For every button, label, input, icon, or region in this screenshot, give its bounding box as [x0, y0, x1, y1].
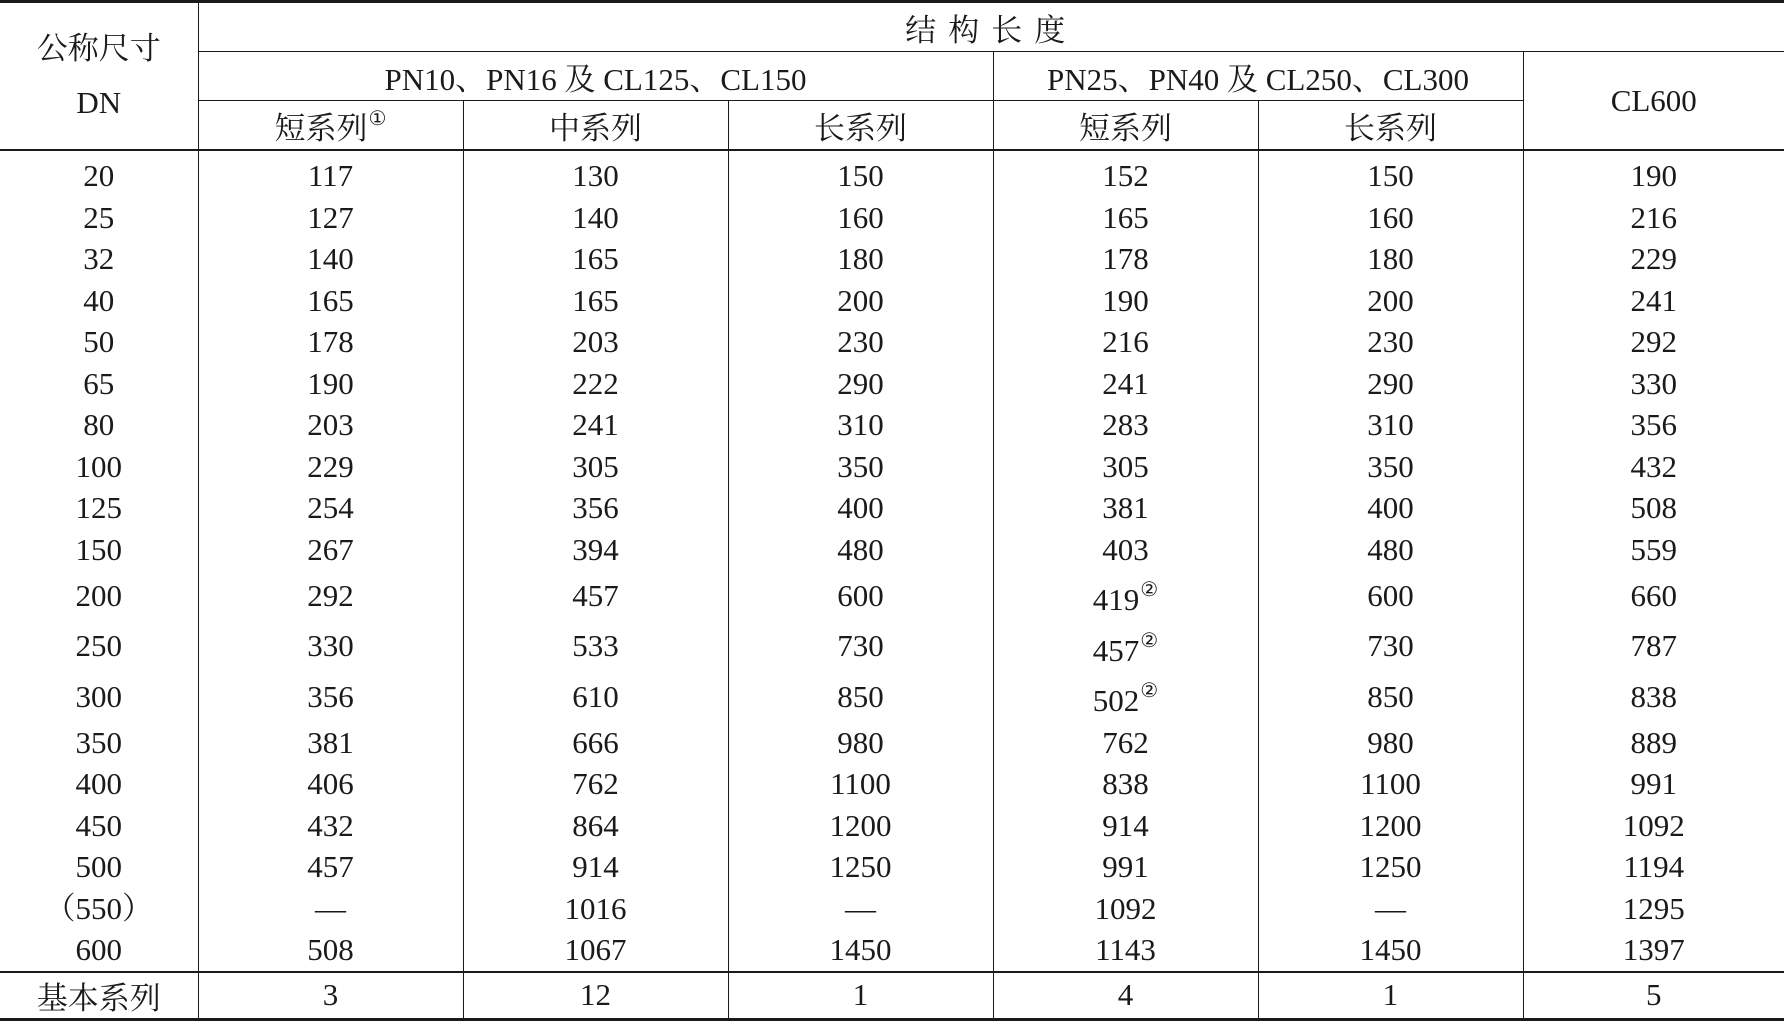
- basic-series-g2-long: 1: [1258, 972, 1523, 1020]
- cell-g2-long: 730: [1258, 621, 1523, 672]
- table-header: [0, 2, 1784, 151]
- cell-g1-short: 117: [198, 150, 463, 197]
- g1-long-header: 长系列: [728, 101, 993, 151]
- basic-series-row: [0, 972, 1784, 1020]
- cell-g2-long: 160: [1258, 197, 1523, 239]
- cell-g2-short: [993, 805, 1258, 847]
- group2-header: PN25、PN40 及 CL250、CL300: [993, 52, 1523, 101]
- dn-header: [0, 2, 198, 151]
- cell-cl600: 292: [1523, 321, 1784, 363]
- cell-g2-short: [993, 280, 1258, 322]
- cell-g2-long: 400: [1258, 487, 1523, 529]
- cell-value: 403: [1102, 531, 1149, 567]
- table-row: [0, 621, 1784, 672]
- cell-g2-short: [993, 150, 1258, 197]
- cell-g2-long: 980: [1258, 722, 1523, 764]
- cell-value: 457: [1092, 632, 1140, 668]
- cell-g1-mid: 1016: [463, 888, 728, 930]
- cell-g1-long: 400: [728, 487, 993, 529]
- cell-g1-short: 267: [198, 529, 463, 571]
- table-row: [0, 929, 1784, 972]
- cell-cl600: 190: [1523, 150, 1784, 197]
- table-row: [0, 888, 1784, 930]
- cell-cl600: 508: [1523, 487, 1784, 529]
- cell-g1-mid: 762: [463, 763, 728, 805]
- cell-g1-long: 180: [728, 238, 993, 280]
- cell-g1-mid: 203: [463, 321, 728, 363]
- cell-value: 419: [1092, 582, 1140, 617]
- cell-g2-long: 1250: [1258, 846, 1523, 888]
- cell-g1-long: 850: [728, 671, 993, 722]
- cell-g2-long: 230: [1258, 321, 1523, 363]
- cell-g2-short: [993, 321, 1258, 363]
- cell-cl600: 216: [1523, 197, 1784, 239]
- basic-series-cl600: 5: [1523, 972, 1784, 1020]
- cell-dn: 100: [75, 448, 122, 484]
- table-row: [0, 529, 1784, 571]
- cell-value: 381: [1102, 490, 1149, 525]
- cell-g2-long: —: [1258, 888, 1523, 930]
- cell-value: 991: [1102, 849, 1149, 884]
- cell-g2-short: [993, 621, 1258, 672]
- cell-dn: 80: [83, 407, 115, 442]
- cell-g2-long: 480: [1258, 529, 1523, 571]
- cell-value: 502: [1092, 683, 1140, 718]
- cell-g1-long: 160: [728, 197, 993, 239]
- cell-g2-long: 1200: [1258, 805, 1523, 847]
- cell-g1-long: 730: [728, 621, 993, 672]
- cell-cl600: 432: [1523, 446, 1784, 488]
- cell-cl600: 838: [1523, 671, 1784, 722]
- basic-series-label: 基本系列: [0, 972, 198, 1020]
- cell-g1-long: 200: [728, 280, 993, 322]
- cell-dn: 65: [83, 365, 115, 401]
- cell-cl600: 889: [1523, 722, 1784, 764]
- cell-g2-long: 310: [1258, 404, 1523, 446]
- cell-value: 190: [1102, 282, 1149, 318]
- cell-g1-mid: 130: [463, 150, 728, 197]
- cell-g2-long: 850: [1258, 671, 1523, 722]
- cell-cl600: 1194: [1523, 846, 1784, 888]
- cell-g2-long: 150: [1258, 150, 1523, 197]
- cell-g2-short: [993, 487, 1258, 529]
- structure-length-header: 结构长度: [198, 2, 1784, 52]
- g2-long-header: 长系列: [1258, 101, 1523, 151]
- table-row: [0, 570, 1784, 621]
- cell-cl600: 241: [1523, 280, 1784, 322]
- cell-value: 165: [1102, 199, 1149, 235]
- cell-g2-short: [993, 722, 1258, 764]
- cell-g1-long: —: [728, 888, 993, 930]
- table-body: [0, 150, 1784, 972]
- cell-g1-long: 290: [728, 363, 993, 405]
- cell-cl600: 991: [1523, 763, 1784, 805]
- cell-g1-short: 432: [198, 805, 463, 847]
- cell-g1-mid: 914: [463, 846, 728, 888]
- cell-g1-long: 230: [728, 321, 993, 363]
- table-row: [0, 763, 1784, 805]
- g1-short-header: [198, 101, 463, 151]
- cell-value: 216: [1102, 324, 1149, 359]
- cell-dn: 25: [83, 199, 115, 235]
- cell-g2-long: 600: [1258, 570, 1523, 621]
- cell-g1-long: 310: [728, 404, 993, 446]
- cell-dn: 40: [83, 282, 115, 318]
- basic-series-g1-short: 3: [198, 972, 463, 1020]
- cell-g1-short: 356: [198, 671, 463, 722]
- g2-short-header: 短系列: [993, 101, 1258, 151]
- cell-dn: （550）: [44, 890, 153, 926]
- cell-dn: 500: [75, 849, 122, 884]
- table-row: [0, 321, 1784, 363]
- cell-value: 305: [1102, 448, 1149, 484]
- dn-header-line1: 公称尺寸: [36, 31, 161, 66]
- cell-g2-long: 1450: [1258, 929, 1523, 972]
- cell-g2-short: [993, 671, 1258, 722]
- cell-g1-mid: 864: [463, 805, 728, 847]
- dn-header-line2: DN: [76, 85, 122, 120]
- cell-g1-long: 980: [728, 722, 993, 764]
- cell-g2-short: [993, 846, 1258, 888]
- cell-cl600: 559: [1523, 529, 1784, 571]
- cell-g1-mid: 140: [463, 197, 728, 239]
- cell-g2-short: [993, 363, 1258, 405]
- cell-value: 283: [1102, 407, 1149, 442]
- table-row: [0, 846, 1784, 888]
- cell-value: 1092: [1094, 890, 1157, 926]
- cell-dn: 450: [75, 807, 122, 843]
- cell-g1-mid: 305: [463, 446, 728, 488]
- cell-g1-short: 457: [198, 846, 463, 888]
- cell-g1-mid: 394: [463, 529, 728, 571]
- cell-value: 838: [1102, 766, 1149, 801]
- group1-header: PN10、PN16 及 CL125、CL150: [198, 52, 993, 101]
- cell-g2-long: 350: [1258, 446, 1523, 488]
- cell-value: 914: [1102, 807, 1149, 843]
- cl600-header: CL600: [1523, 52, 1784, 151]
- g1-mid-header: 中系列: [463, 101, 728, 151]
- cell-dn: 350: [75, 724, 122, 760]
- cell-g2-short: [993, 888, 1258, 930]
- table-row: [0, 446, 1784, 488]
- cell-g2-long: 1100: [1258, 763, 1523, 805]
- cell-g1-short: 203: [198, 404, 463, 446]
- cell-g1-mid: 165: [463, 280, 728, 322]
- cell-cl600: 1295: [1523, 888, 1784, 930]
- table-row: [0, 722, 1784, 764]
- cell-g1-short: 508: [198, 929, 463, 972]
- cell-cl600: 1397: [1523, 929, 1784, 972]
- cell-value: 762: [1102, 724, 1149, 760]
- cell-g1-mid: 1067: [463, 929, 728, 972]
- cell-cl600: 229: [1523, 238, 1784, 280]
- cell-g2-short: [993, 238, 1258, 280]
- cell-g2-short: [993, 529, 1258, 571]
- cell-g1-short: 229: [198, 446, 463, 488]
- cell-value: 152: [1102, 158, 1149, 193]
- cell-dn: 125: [75, 490, 122, 525]
- cell-g1-long: 150: [728, 150, 993, 197]
- table-row: [0, 238, 1784, 280]
- basic-series-g1-long: 1: [728, 972, 993, 1020]
- cell-g1-short: 292: [198, 570, 463, 621]
- cell-g1-mid: 533: [463, 621, 728, 672]
- cell-g1-mid: 222: [463, 363, 728, 405]
- cell-g1-short: 381: [198, 722, 463, 764]
- table-row: [0, 404, 1784, 446]
- cell-g1-long: 1450: [728, 929, 993, 972]
- cell-cl600: 660: [1523, 570, 1784, 621]
- cell-g1-long: 480: [728, 529, 993, 571]
- cell-g2-short: [993, 929, 1258, 972]
- cell-g2-short: [993, 570, 1258, 621]
- cell-value: 1143: [1095, 932, 1156, 967]
- cell-g1-long: 1250: [728, 846, 993, 888]
- cell-dn: 300: [75, 678, 122, 714]
- cell-g1-short: 127: [198, 197, 463, 239]
- cell-g1-long: 1200: [728, 805, 993, 847]
- cell-cl600: 1092: [1523, 805, 1784, 847]
- cell-dn: 32: [83, 241, 115, 276]
- cell-cl600: 787: [1523, 621, 1784, 672]
- cell-value: 178: [1102, 241, 1149, 276]
- footnote-2-mark: ②: [1140, 680, 1159, 702]
- cell-g2-long: 290: [1258, 363, 1523, 405]
- cell-dn: 50: [83, 324, 115, 359]
- cell-g1-mid: 241: [463, 404, 728, 446]
- footnote-2-mark: ②: [1140, 579, 1159, 601]
- footnote-1-mark: ①: [368, 107, 387, 130]
- cell-g1-mid: 666: [463, 722, 728, 764]
- cell-g1-short: 178: [198, 321, 463, 363]
- cell-g1-short: 165: [198, 280, 463, 322]
- cell-cl600: 330: [1523, 363, 1784, 405]
- basic-series-g2-short: 4: [993, 972, 1258, 1020]
- cell-g1-short: 406: [198, 763, 463, 805]
- table-row: [0, 671, 1784, 722]
- cell-g2-short: [993, 404, 1258, 446]
- cell-dn: 20: [83, 158, 115, 193]
- cell-g1-short: 254: [198, 487, 463, 529]
- cell-g1-mid: 610: [463, 671, 728, 722]
- cell-g1-short: —: [198, 888, 463, 930]
- table-row: [0, 280, 1784, 322]
- cell-g1-long: 350: [728, 446, 993, 488]
- cell-dn: 600: [75, 932, 122, 967]
- cell-value: 241: [1102, 365, 1149, 401]
- cell-g2-short: [993, 446, 1258, 488]
- cell-dn: 250: [75, 628, 122, 663]
- basic-series-g1-mid: 12: [463, 972, 728, 1020]
- cell-g2-long: 200: [1258, 280, 1523, 322]
- cell-cl600: 356: [1523, 404, 1784, 446]
- cell-g2-long: 180: [1258, 238, 1523, 280]
- cell-g1-short: 140: [198, 238, 463, 280]
- table-row: [0, 197, 1784, 239]
- cell-g1-short: 330: [198, 621, 463, 672]
- cell-g1-mid: 165: [463, 238, 728, 280]
- table-row: [0, 805, 1784, 847]
- cell-g1-long: 600: [728, 570, 993, 621]
- g1-short-label: 短系列: [274, 110, 368, 146]
- cell-g2-short: [993, 763, 1258, 805]
- table-row: [0, 150, 1784, 197]
- cell-g1-mid: 457: [463, 570, 728, 621]
- cell-dn: 400: [75, 766, 122, 801]
- cell-g1-mid: 356: [463, 487, 728, 529]
- table-row: [0, 487, 1784, 529]
- cell-dn: 200: [75, 577, 122, 613]
- table-row: [0, 363, 1784, 405]
- footnote-2-mark: ②: [1140, 629, 1159, 652]
- cell-g1-long: 1100: [728, 763, 993, 805]
- cell-g2-short: [993, 197, 1258, 239]
- cell-dn: 150: [75, 531, 122, 567]
- cell-g1-short: 190: [198, 363, 463, 405]
